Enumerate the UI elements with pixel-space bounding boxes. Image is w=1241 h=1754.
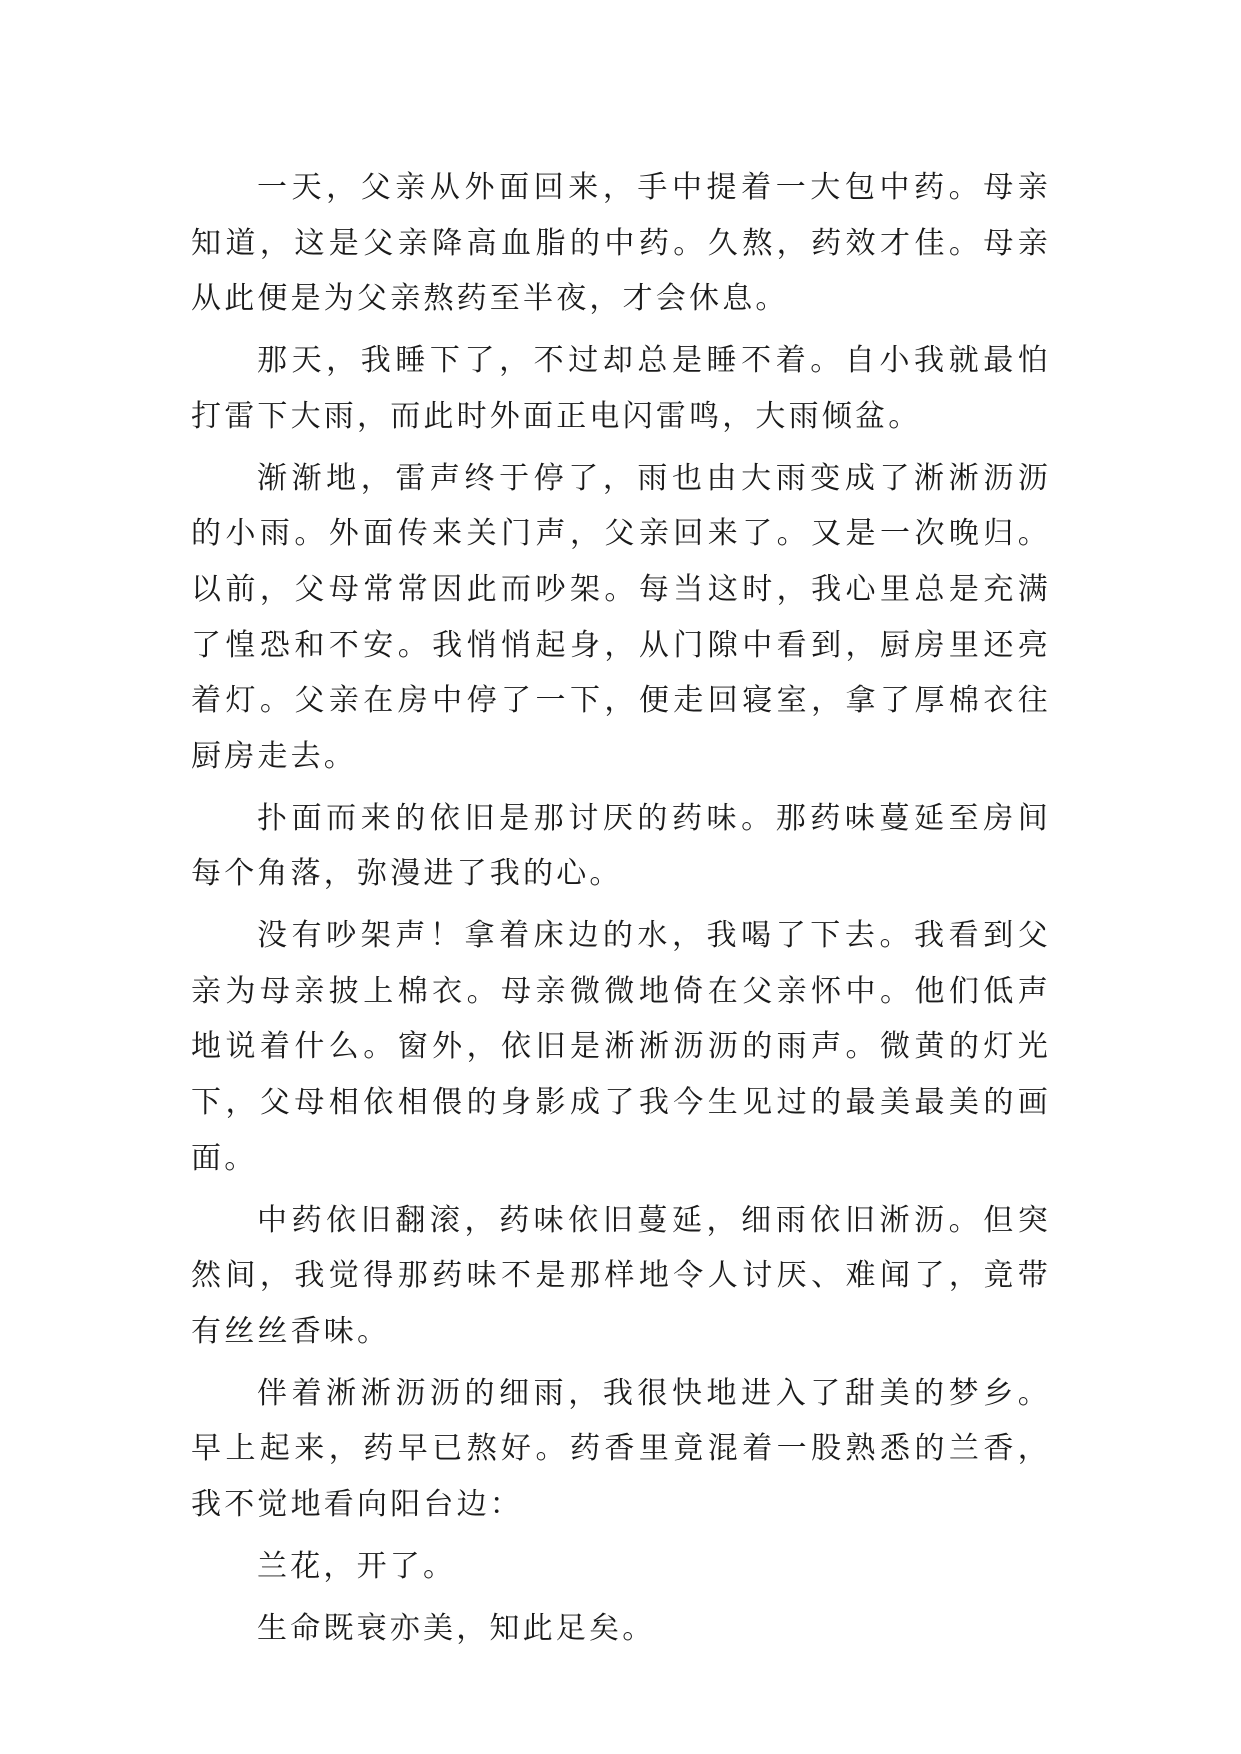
paragraph: 一天，父亲从外面回来，手中提着一大包中药。母亲知道，这是父亲降高血脂的中药。久熬，药效才佳。母亲从此便是为父亲熬药至半夜，才会休息。 xyxy=(191,170,1051,317)
paragraph: 中药依旧翻滚，药味依旧蔓延，细雨依旧淅沥。但突然间，我觉得那药味不是那样地令人讨厌、难闻了，竟带有丝丝香味。 xyxy=(191,1202,1051,1349)
paragraph: 那天，我睡下了，不过却总是睡不着。自小我就最怕打雷下大雨，而此时外面正电闪雷鸣，大雨倾盆。 xyxy=(191,343,1051,434)
paragraph: 没有吵架声！拿着床边的水，我喝了下去。我看到父亲为母亲披上棉衣。母亲微微地倚在父亲怀中。他们低声地说着什么。窗外，依旧是淅淅沥沥的雨声。微黄的灯光下，父母相依相偎的身影成了我今生见过的最美最美的画面。 xyxy=(191,918,1051,1176)
paragraph: 扑面而来的依旧是那讨厌的药味。那药味蔓延至房间每个角落，弥漫进了我的心。 xyxy=(191,800,1051,892)
paragraph: 渐渐地，雷声终于停了，雨也由大雨变成了淅淅沥沥的小雨。外面传来关门声，父亲回来了。又是一次晚归。以前，父母常常因此而吵架。每当这时，我心里总是充满了惶恐和不安。我悄悄起身，从门隙中看到，厨房里还亮着灯。父亲在房中停了一下，便走回寝室，拿了厚棉衣往厨房走去。 xyxy=(191,460,1051,774)
paragraph: 兰花，开了。 xyxy=(257,1548,457,1584)
document-body xyxy=(191,160,1051,1663)
paragraph: 生命既衰亦美，知此足矣。 xyxy=(257,1610,656,1646)
paragraph: 伴着淅淅沥沥的细雨，我很快地进入了甜美的梦乡。早上起来，药早已熬好。药香里竟混着一股熟悉的兰香，我不觉地看向阳台边： xyxy=(191,1375,1051,1522)
